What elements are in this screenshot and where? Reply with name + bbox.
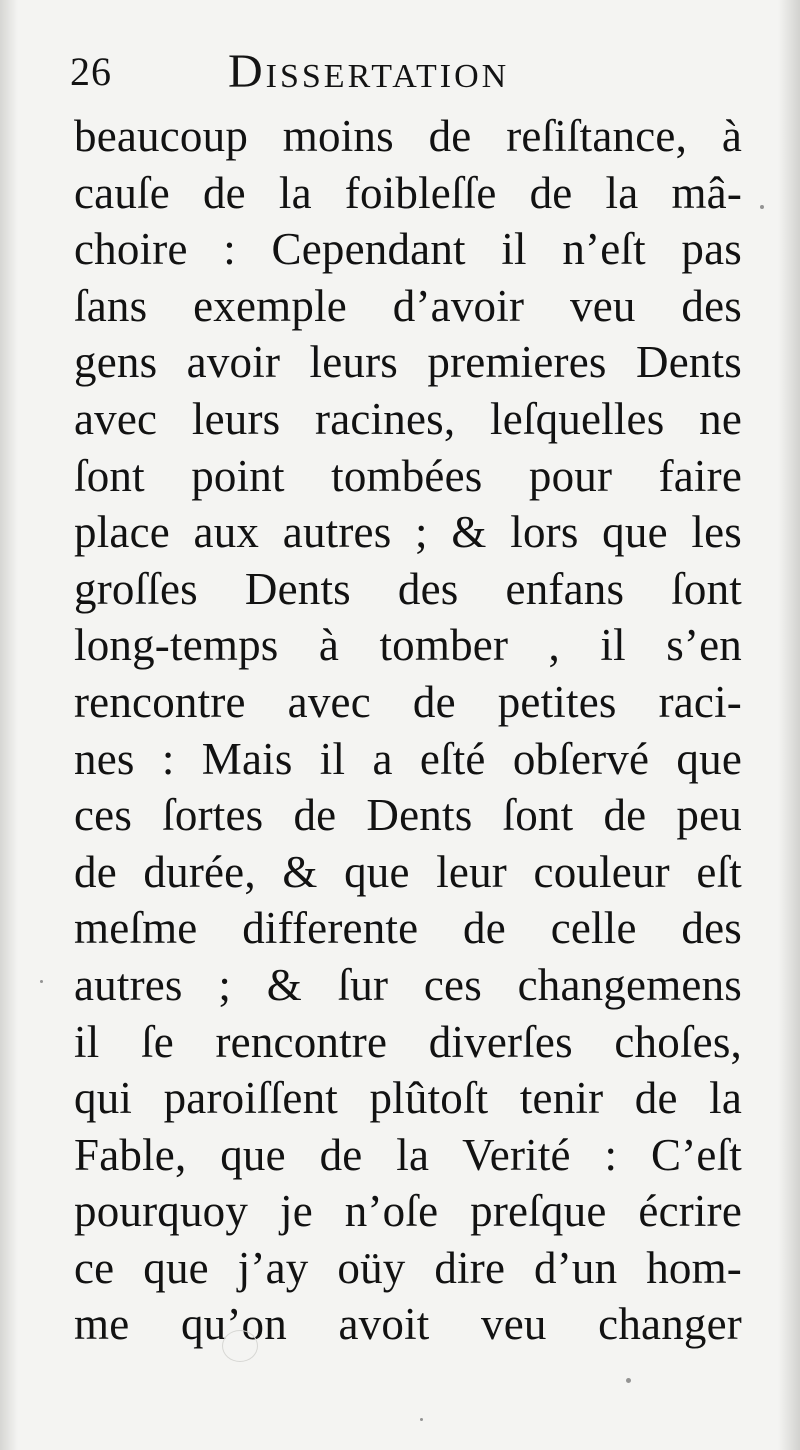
text-line: de durée, & que leur couleur eſt [74, 846, 742, 897]
body-text [74, 108, 742, 1353]
text-line: long-temps à tomber , il s’en [74, 620, 742, 671]
paper-speck [40, 980, 43, 983]
text-line: ces ſortes de Dents ſont de peu [74, 790, 742, 841]
paper-speck [760, 205, 764, 209]
text-line: place aux autres ; & lors que les [74, 507, 742, 558]
text-line: groſſes Dents des enfans ſont [74, 563, 742, 614]
text-line: qui paroiſſent plûtoſt tenir de la [74, 1073, 742, 1124]
text-line: autres ; & ſur ces changemens [74, 959, 742, 1010]
text-line: gens avoir leurs premieres Dents [74, 337, 742, 388]
text-line: rencontre avec de petites raci- [74, 676, 742, 727]
text-line: me qu’on avoit veu changer [74, 1299, 742, 1350]
text-line: beaucoup moins de reſiſtance, à [74, 111, 742, 161]
text-line: pourquoy je n’oſe preſque écrire [74, 1186, 742, 1237]
text-line: cauſe de la foibleſſe de la mâ- [74, 167, 742, 218]
text-line: ſont point tombées pour faire [74, 450, 742, 501]
page-header [68, 44, 748, 104]
text-line: il ſe rencontre diverſes choſes, [74, 1016, 742, 1067]
paper-speck [626, 1378, 631, 1383]
text-line: ſans exemple d’avoir veu des [74, 280, 742, 331]
text-line: ce que j’ay oüy dire d’un hom- [74, 1242, 742, 1293]
text-line: avec leurs racines, leſquelles ne [74, 393, 742, 444]
text-line: meſme differente de celle des [74, 903, 742, 954]
paper-stain [222, 1330, 258, 1362]
page-number: 26 [70, 49, 112, 94]
text-line: Fable, que de la Verité : C’eſt [74, 1129, 742, 1180]
text-line: nes : Mais il a eſté obſervé que [74, 733, 742, 784]
paper-speck [420, 1418, 423, 1421]
text-line: choire : Cependant il n’eſt pas [74, 224, 742, 275]
running-title: Dissertation [228, 45, 510, 98]
